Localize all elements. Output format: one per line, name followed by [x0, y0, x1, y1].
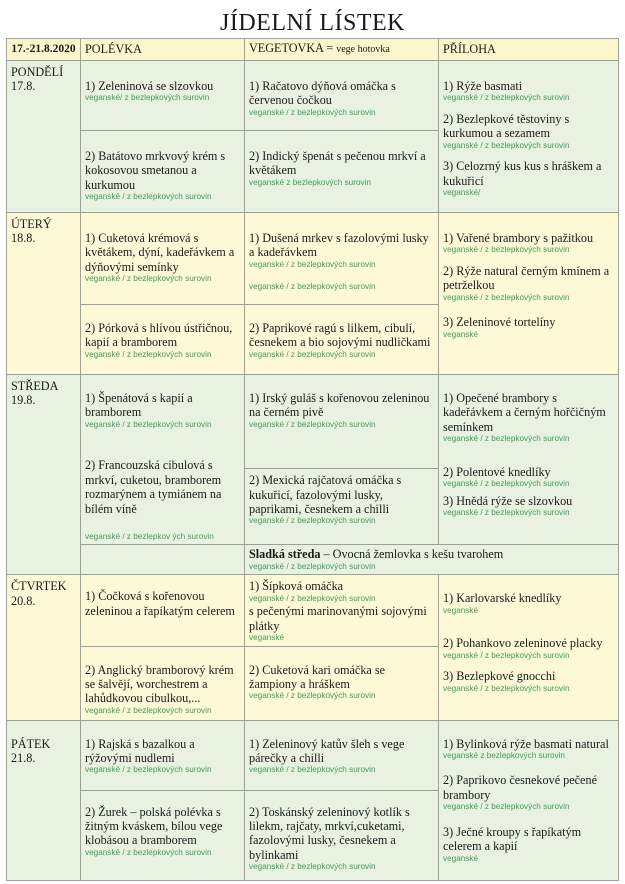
soup-item: 2) Anglický bramborový krém se šalvějí, worchestrem a lahůdkovou cibulkou,... veganské / z bezlepkových surovin	[81, 646, 245, 720]
table-row	[7, 720, 619, 790]
side-list: 1) Opečené brambory s kadeřávkem a černým hořčičným semínkem veganské / z bezlepkových surovin 2) Polentové knedlíky veganské / z bezlepkových surovin 3) Hnědá rýže se slzovkou veganské / z bezlepkových surovin	[439, 375, 619, 545]
day-friday: PÁTEK 21.8.	[7, 720, 81, 880]
vege-note: vege hotovka	[336, 44, 390, 56]
page-title: JÍDELNÍ LÍSTEK	[220, 10, 405, 36]
sweet-wednesday: Sladká středa – Ovocná žemlovka s kešu tvarohem veganské / z bezlepkových surovin	[245, 545, 619, 575]
day-wednesday: STŘEDA 19.8.	[7, 375, 81, 575]
soup-item: 2) Batátovo mrkvový krém s kokosovou smetanou a kurkumou veganské / z bezlepkových surovin	[81, 131, 245, 213]
vege-item: 2) Toskánský zeleninový kotlík s lilekm, rajčaty, mrkví,cuketami, fazolovými lusky, česnekem a bylinkami veganské / z bezlepkových surovin	[245, 790, 439, 880]
vege-item: 1) Račatovo dýňová omáčka s červenou čočkou veganské / z bezlepkových surovin	[245, 61, 439, 131]
vege-item: 2) Mexická rajčatová omáčka s kukuřicí, fazolovými lusky, paprikami, česnekem a chilli veganské / z bezlepkových surovin	[245, 469, 439, 545]
menu-table	[6, 38, 619, 881]
soup-item: 1) Čočková s kořenovou zeleninou a řapíkatým celerem	[81, 575, 245, 646]
side-list: 1) Karlovarské knedlíky veganské 2) Pohankovo zeleninové placky veganské / z bezlepkových surovin 3) Bezlepkové gnocchi veganské / z bezlepkových surovin	[439, 575, 619, 720]
side-list: 1) Vařené brambory s pažitkou veganské / z bezlepkových surovin 2) Rýže natural černým kmínem a petrželkou veganské / z bezlepkových surovin 3) Zeleninové tortelíny veganské	[439, 213, 619, 375]
table-row	[7, 545, 619, 575]
table-row	[7, 375, 619, 469]
table-row	[7, 61, 619, 131]
soup-item: 2) Žurek – polská polévka s žitným kváskem, bílou vege klobásou a bramborem veganské / z bezlepkových surovin	[81, 790, 245, 880]
table-row	[7, 575, 619, 646]
day-thursday: ČTVRTEK 20.8.	[7, 575, 81, 720]
soup-item	[81, 545, 245, 575]
soup-item: 2) Pórková s hlívou ústřičnou, kapií a bramborem veganské / z bezlepkových surovin	[81, 305, 245, 375]
vege-item: 1) Irský guláš s kořenovou zeleninou na černém pivě veganské / z bezlepkových surovin	[245, 375, 439, 469]
soup-item: 1) Rajská s bazalkou a rýžovými nudlemi veganské / z bezlepkových surovin	[81, 720, 245, 790]
week-range: 17.-21.8.2020	[7, 39, 81, 61]
vege-item: 2) Paprikové ragú s lilkem, cibulí, česnekem a bio sojovými nudličkami veganské / z bezlepkových surovin	[245, 305, 439, 375]
sweet-label: Sladká středa	[249, 547, 321, 562]
soup-column-header: POLÉVKA	[81, 39, 245, 61]
day-monday: PONDĚLÍ 17.8.	[7, 61, 81, 213]
side-column-header: PŘÍLOHA	[439, 39, 619, 61]
vege-item: 1) Dušená mrkev s fazolovými lusky a kadeřávkem veganské / z bezlepkových surovin veganské / z bezlepkových surovin	[245, 213, 439, 305]
side-list: 1) Rýže basmati veganské / z bezlepkových surovin 2) Bezlepkové těstoviny s kurkumou a sezamem veganské / z bezlepkových surovin 3) Celozrný kus kus s hráškem a kukuřicí veganské/	[439, 61, 619, 213]
vege-item: 1) Zeleninový katův šleh s vege párečky a chilli veganské / z bezlepkových surovin	[245, 720, 439, 790]
soup-item: 1) Špenátová s kapií a bramborem veganské / z bezlepkových surovin 2) Francouzská cibulová s mrkví, cuketou, bramborem rozmarýnem a tymiánem na bílém víně veganské / z bezlepkov ých surovin	[81, 375, 245, 545]
vege-item: 2) Cuketová kari omáčka se žampiony a hráškem veganské / z bezlepkových surovin	[245, 646, 439, 720]
soup-item: 1) Cuketová krémová s květákem, dýní, kadeřávkem a dýňovými semínky veganské / z bezlepkových surovin	[81, 213, 245, 305]
side-list: 1) Bylinková rýže basmati natural veganské z bezlepkových surovin 2) Paprikovo česnekové pečené brambory veganské / z bezlepkových surovin 3) Ječné kroupy s řapíkatým celerem a kapií veganské	[439, 720, 619, 880]
vege-item: 1) Šípková omáčka veganské / z bezlepkových surovin s pečenými marinovanými sojovými plátky veganské	[245, 575, 439, 646]
table-row	[7, 213, 619, 305]
vege-column-header: VEGETOVKA = vege hotovka	[245, 39, 439, 61]
vege-item: 2) Indický špenát s pečenou mrkví a květákem veganské z bezlepkových surovin	[245, 131, 439, 213]
header-row	[7, 39, 619, 61]
soup-item: 1) Zeleninová se slzovkou veganské/ z bezlepkových surovin	[81, 61, 245, 131]
day-tuesday: ÚTERÝ 18.8.	[7, 213, 81, 375]
